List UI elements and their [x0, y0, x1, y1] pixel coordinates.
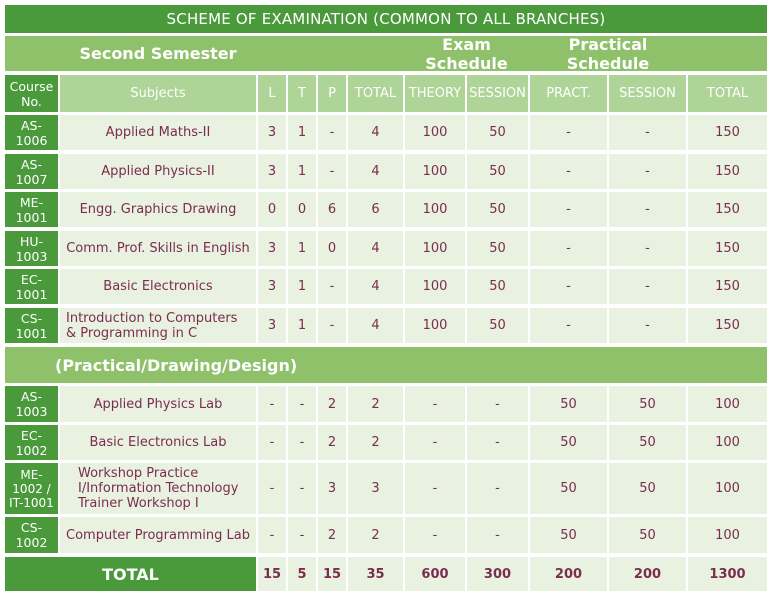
semester-label: Second Semester	[60, 36, 256, 71]
cell-practical: -	[318, 269, 346, 304]
cell-total: 2	[348, 517, 403, 553]
cell-lecture: -	[258, 425, 286, 460]
cell-pract-session: -	[609, 154, 686, 189]
cell-grand-total: 150	[688, 269, 767, 304]
column-header-pract-session: SESSION	[609, 75, 686, 112]
cell-session: 50	[467, 115, 528, 150]
cell-lecture: 0	[258, 192, 286, 227]
column-header-course-no: Course No.	[5, 75, 58, 112]
cell-pract: 50	[530, 386, 607, 422]
cell-practical: 3	[318, 463, 346, 514]
cell-tutorial: -	[288, 463, 316, 514]
cell-pract-session: -	[609, 231, 686, 266]
cell-subject: Basic Electronics Lab	[60, 425, 256, 460]
column-header-lecture: L	[258, 75, 286, 112]
cell-total: 2	[348, 425, 403, 460]
cell-lecture: 3	[258, 115, 286, 150]
column-header-theory: THEORY	[405, 75, 465, 112]
total-lecture: 15	[258, 557, 286, 591]
column-header-practical: P	[318, 75, 346, 112]
cell-theory: 100	[405, 308, 465, 343]
cell-grand-total: 150	[688, 115, 767, 150]
cell-theory: 100	[405, 154, 465, 189]
cell-practical: -	[318, 308, 346, 343]
cell-subject: Workshop Practice I/Information Technology Trainer Workshop I	[60, 463, 256, 514]
cell-session: -	[467, 425, 528, 460]
total-session: 300	[467, 557, 528, 591]
cell-total: 2	[348, 386, 403, 422]
cell-lecture: 3	[258, 154, 286, 189]
cell-pract-session: 50	[609, 386, 686, 422]
cell-lecture: -	[258, 386, 286, 422]
cell-pract: 50	[530, 425, 607, 460]
column-header-total: TOTAL	[348, 75, 403, 112]
cell-subject: Engg. Graphics Drawing	[60, 192, 256, 227]
cell-practical: 0	[318, 231, 346, 266]
cell-total: 4	[348, 154, 403, 189]
cell-pract-session: -	[609, 269, 686, 304]
cell-subject: Computer Programming Lab	[60, 517, 256, 553]
cell-course-no: ME-1001	[5, 192, 58, 227]
cell-course-no: HU-1003	[5, 231, 58, 266]
cell-tutorial: 1	[288, 269, 316, 304]
cell-session: 50	[467, 154, 528, 189]
total-pract: 200	[530, 557, 607, 591]
cell-session: 50	[467, 269, 528, 304]
cell-practical: -	[318, 115, 346, 150]
cell-pract-session: -	[609, 308, 686, 343]
cell-course-no: AS-1007	[5, 154, 58, 189]
cell-tutorial: 1	[288, 231, 316, 266]
cell-subject: Basic Electronics	[60, 269, 256, 304]
total-theory: 600	[405, 557, 465, 591]
cell-course-no: CS-1001	[5, 308, 58, 343]
cell-practical: 2	[318, 517, 346, 553]
cell-total: 4	[348, 115, 403, 150]
cell-tutorial: 1	[288, 115, 316, 150]
cell-theory: -	[405, 463, 465, 514]
cell-session: 50	[467, 231, 528, 266]
cell-pract: 50	[530, 463, 607, 514]
cell-grand-total: 100	[688, 425, 767, 460]
cell-session: -	[467, 517, 528, 553]
cell-tutorial: 1	[288, 154, 316, 189]
cell-pract-session: 50	[609, 517, 686, 553]
cell-tutorial: 0	[288, 192, 316, 227]
total-pract-session: 200	[609, 557, 686, 591]
exam-schedule-label: Exam Schedule	[405, 36, 528, 71]
column-header-subject: Subjects	[60, 75, 256, 112]
cell-grand-total: 150	[688, 192, 767, 227]
cell-course-no: EC-1002	[5, 425, 58, 460]
cell-theory: -	[405, 517, 465, 553]
cell-lecture: -	[258, 463, 286, 514]
cell-theory: 100	[405, 269, 465, 304]
cell-subject: Applied Maths-II	[60, 115, 256, 150]
cell-course-no: EC-1001	[5, 269, 58, 304]
cell-subject: Comm. Prof. Skills in English	[60, 231, 256, 266]
cell-pract: -	[530, 154, 607, 189]
practical-schedule-label: Practical Schedule	[530, 36, 686, 71]
cell-pract-session: 50	[609, 425, 686, 460]
cell-theory: 100	[405, 115, 465, 150]
total-practical: 15	[318, 557, 346, 591]
cell-lecture: 3	[258, 231, 286, 266]
cell-tutorial: -	[288, 386, 316, 422]
cell-total: 4	[348, 308, 403, 343]
cell-grand-total: 100	[688, 517, 767, 553]
cell-grand-total: 150	[688, 231, 767, 266]
cell-lecture: -	[258, 517, 286, 553]
cell-pract: -	[530, 115, 607, 150]
cell-lecture: 3	[258, 269, 286, 304]
total-tutorial: 5	[288, 557, 316, 591]
cell-theory: -	[405, 425, 465, 460]
cell-pract-session: -	[609, 115, 686, 150]
cell-session: 50	[467, 308, 528, 343]
cell-session: 50	[467, 192, 528, 227]
column-header-grand-total: TOTAL	[688, 75, 767, 112]
cell-pract: -	[530, 192, 607, 227]
cell-practical: -	[318, 154, 346, 189]
cell-pract-session: 50	[609, 463, 686, 514]
totals-label: TOTAL	[5, 557, 256, 591]
column-header-tutorial: T	[288, 75, 316, 112]
cell-pract: -	[530, 269, 607, 304]
cell-session: -	[467, 463, 528, 514]
cell-theory: 100	[405, 192, 465, 227]
practical-section-label: (Practical/Drawing/Design)	[5, 347, 767, 383]
cell-subject: Applied Physics-II	[60, 154, 256, 189]
cell-grand-total: 100	[688, 463, 767, 514]
cell-lecture: 3	[258, 308, 286, 343]
cell-subject: Applied Physics Lab	[60, 386, 256, 422]
cell-grand-total: 150	[688, 154, 767, 189]
cell-course-no: AS-1006	[5, 115, 58, 150]
cell-practical: 2	[318, 386, 346, 422]
cell-total: 6	[348, 192, 403, 227]
cell-grand-total: 100	[688, 386, 767, 422]
cell-pract: -	[530, 308, 607, 343]
cell-course-no: ME-1002 / IT-1001	[5, 463, 58, 514]
cell-grand-total: 150	[688, 308, 767, 343]
cell-total: 4	[348, 231, 403, 266]
cell-pract: 50	[530, 517, 607, 553]
cell-theory: 100	[405, 231, 465, 266]
cell-total: 3	[348, 463, 403, 514]
cell-tutorial: -	[288, 517, 316, 553]
total-grand-total: 1300	[688, 557, 767, 591]
cell-practical: 6	[318, 192, 346, 227]
table-title: SCHEME OF EXAMINATION (COMMON TO ALL BRANCHES)	[5, 5, 767, 33]
cell-subject: Introduction to Computers & Programming in C	[60, 308, 256, 343]
total-total: 35	[348, 557, 403, 591]
cell-practical: 2	[318, 425, 346, 460]
cell-tutorial: -	[288, 425, 316, 460]
exam-scheme-table	[5, 5, 767, 592]
cell-course-no: CS-1002	[5, 517, 58, 553]
cell-theory: -	[405, 386, 465, 422]
cell-pract: -	[530, 231, 607, 266]
column-header-pract: PRACT.	[530, 75, 607, 112]
column-header-session: SESSION	[467, 75, 528, 112]
cell-tutorial: 1	[288, 308, 316, 343]
cell-pract-session: -	[609, 192, 686, 227]
cell-total: 4	[348, 269, 403, 304]
cell-course-no: AS-1003	[5, 386, 58, 422]
cell-session: -	[467, 386, 528, 422]
